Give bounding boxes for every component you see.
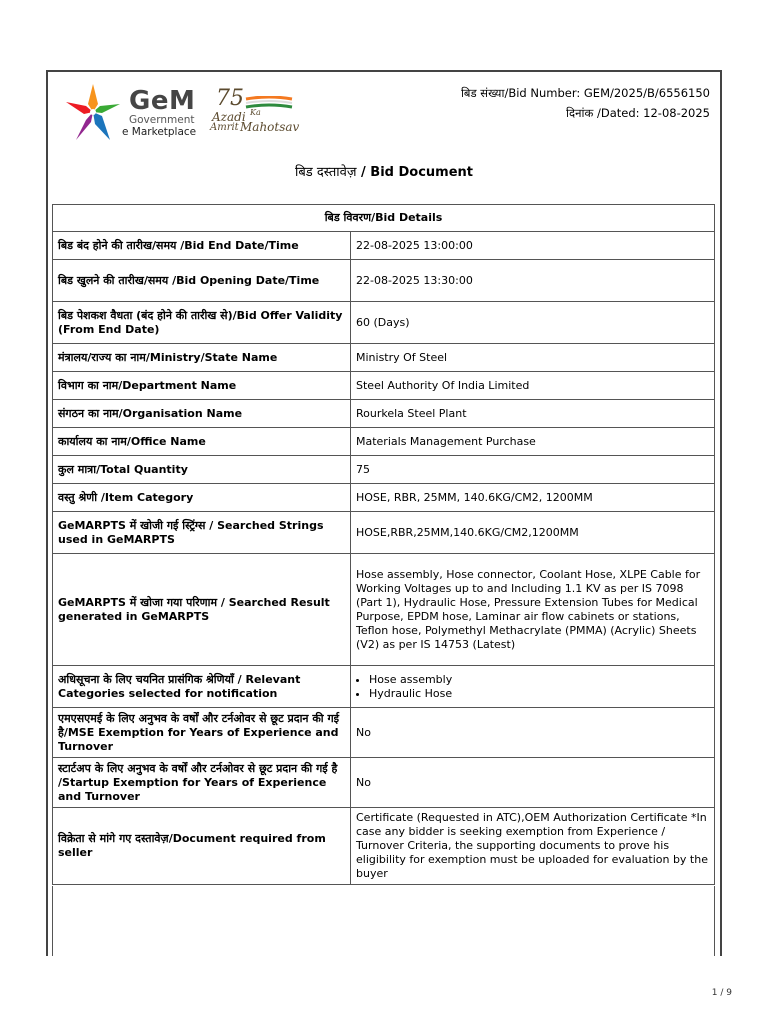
gem-subtitle-government: Government bbox=[129, 114, 195, 126]
row-label: बिड पेशकश वैधता (बंद होने की तारीख से)/Bid Offer Validity (From End Date) bbox=[53, 302, 351, 344]
azadi-ka-word: Ka bbox=[250, 108, 261, 117]
bid-meta bbox=[461, 83, 710, 123]
row-label: विक्रेता से मांगे गए दस्तावेज़/Document required from seller bbox=[53, 808, 351, 885]
table-row bbox=[53, 232, 715, 260]
row-value: 60 (Days) bbox=[351, 302, 715, 344]
page-number: 1 / 9 bbox=[711, 988, 732, 998]
amrit-word: Amrit bbox=[210, 122, 239, 133]
table-row bbox=[53, 456, 715, 484]
table-row bbox=[53, 400, 715, 428]
row-label: मंत्रालय/राज्य का नाम/Ministry/State Name bbox=[53, 344, 351, 372]
table-row bbox=[53, 758, 715, 808]
table-row bbox=[53, 554, 715, 666]
row-value bbox=[351, 666, 715, 708]
table-row bbox=[53, 666, 715, 708]
row-value: Hose assembly, Hose connector, Coolant Hose, XLPE Cable for Working Voltages up to and Including 1.1 KV as per IS 7098 (Part 1), Hydraulic Hose, Pressure Extension Tubes for Medical Purpose, EPDM hose, Laminar air flow cabinets or stations, Teflon hose, Polymethyl Methacrylate (PMMA) (Acrylic) Sheets (V2) as per IS 14753 (Latest) bbox=[351, 554, 715, 666]
row-value: 22-08-2025 13:30:00 bbox=[351, 260, 715, 302]
row-value: 75 bbox=[351, 456, 715, 484]
category-list bbox=[356, 673, 709, 701]
table-header: बिड विवरण/Bid Details bbox=[53, 205, 715, 232]
document-title-hindi: बिड दस्तावेज़ bbox=[294, 165, 357, 180]
row-value: Rourkela Steel Plant bbox=[351, 400, 715, 428]
row-value: Steel Authority Of India Limited bbox=[351, 372, 715, 400]
row-label: कुल मात्रा/Total Quantity bbox=[53, 456, 351, 484]
row-value: Materials Management Purchase bbox=[351, 428, 715, 456]
azadi-word: Azadi bbox=[212, 110, 246, 124]
table-row bbox=[53, 302, 715, 344]
gem-star-icon bbox=[64, 82, 122, 144]
gem-subtitle-marketplace: e Marketplace bbox=[122, 126, 197, 138]
row-value: Certificate (Requested in ATC),OEM Authorization Certificate *In case any bidder is seeking exemption from Experience / Turnover Criteria, the supporting documents to prove his eligibility for exemption must be uploaded for evaluation by the buyer bbox=[351, 808, 715, 885]
bid-number: बिड संख्या/Bid Number: GEM/2025/B/6556150 bbox=[460, 86, 710, 100]
table-row bbox=[53, 512, 715, 554]
row-value: Ministry Of Steel bbox=[351, 344, 715, 372]
row-label: विभाग का नाम/Department Name bbox=[53, 372, 351, 400]
table-row bbox=[53, 428, 715, 456]
mahotsav-word: Mahotsav bbox=[240, 120, 300, 134]
row-label: बिड बंद होने की तारीख/समय /Bid End Date/Time bbox=[53, 232, 351, 260]
gem-logo bbox=[64, 82, 204, 144]
row-label: संगठन का नाम/Organisation Name bbox=[53, 400, 351, 428]
row-label: स्टार्टअप के लिए अनुभव के वर्षों और टर्नओवर से छूट प्रदान की गई है /Startup Exemption for Years of Experience and Turnover bbox=[53, 758, 351, 808]
row-label: एमएसएमई के लिए अनुभव के वर्षों और टर्नओवर से छूट प्रदान की गई है/MSE Exemption for Years of Experience and Turnover bbox=[53, 708, 351, 758]
list-item: • Hydraulic Hose bbox=[369, 687, 709, 701]
row-value: 22-08-2025 13:00:00 bbox=[351, 232, 715, 260]
row-label: कार्यालय का नाम/Office Name bbox=[53, 428, 351, 456]
next-section-box bbox=[52, 886, 715, 956]
row-label: GeMARPTS में खोजा गया परिणाम / Searched Result generated in GeMARPTS bbox=[53, 554, 351, 666]
row-label: बिड खुलने की तारीख/समय /Bid Opening Date/Time bbox=[53, 260, 351, 302]
row-value: HOSE, RBR, 25MM, 140.6KG/CM2, 1200MM bbox=[351, 484, 715, 512]
row-label: अधिसूचना के लिए चयनित प्रासंगिक श्रेणियाँ / Relevant Categories selected for notification bbox=[53, 666, 351, 708]
table-row bbox=[53, 808, 715, 885]
row-label: वस्तु श्रेणी /Item Category bbox=[53, 484, 351, 512]
row-value: No bbox=[351, 708, 715, 758]
row-value: No bbox=[351, 758, 715, 808]
row-label: GeMARPTS में खोजी गई स्ट्रिंग्स / Searched Strings used in GeMARPTS bbox=[53, 512, 351, 554]
azadi-75: 75 bbox=[216, 86, 244, 111]
list-item: • Hose assembly bbox=[369, 673, 709, 687]
document-title-english: / Bid Document bbox=[356, 165, 473, 180]
document-title bbox=[0, 162, 768, 180]
azadi-logo bbox=[210, 86, 300, 136]
table-header-row bbox=[53, 205, 715, 232]
table-row bbox=[53, 344, 715, 372]
bid-dated: दिनांक /Dated: 12-08-2025 bbox=[566, 106, 710, 120]
table-row bbox=[53, 372, 715, 400]
gem-wordmark: GeM bbox=[129, 86, 196, 116]
table-row bbox=[53, 260, 715, 302]
table-row bbox=[53, 708, 715, 758]
bid-details-table bbox=[52, 204, 715, 885]
table-row bbox=[53, 484, 715, 512]
row-value: HOSE,RBR,25MM,140.6KG/CM2,1200MM bbox=[351, 512, 715, 554]
